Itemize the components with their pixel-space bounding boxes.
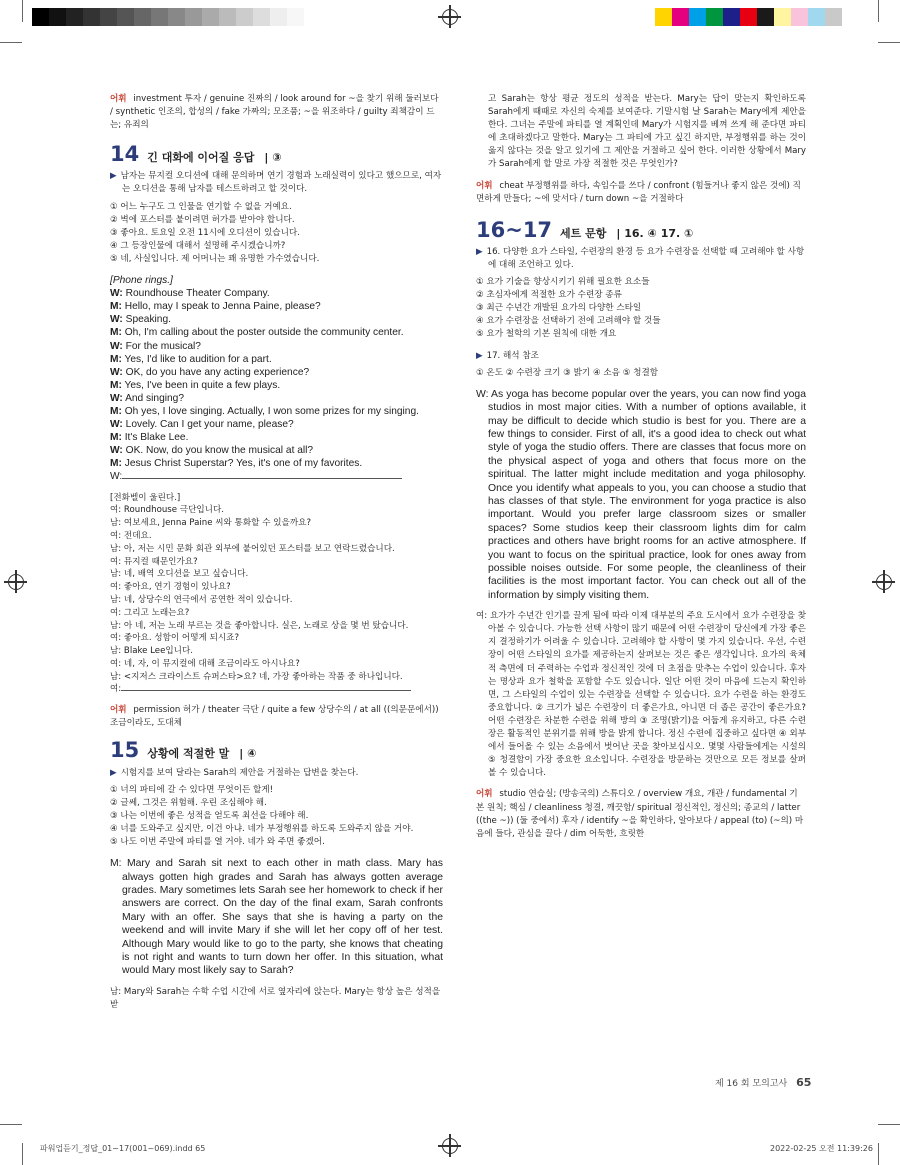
option: ④ 너를 도와주고 싶지만, 이건 아냐. 네가 부정행위를 하도록 도와주지 않을 거야.: [110, 823, 414, 834]
triangle-icon: ▶: [110, 767, 117, 778]
translation-line: 여: 네, 자, 이 뮤지컬에 대해 조금이라도 아시나요?: [110, 658, 300, 669]
question-number: 16~17: [476, 217, 553, 242]
translation-line-blank: 여:: [110, 683, 443, 696]
option: ① 어느 누구도 그 인물을 연기할 수 없을 거예요.: [110, 201, 292, 212]
options-list: [110, 784, 443, 849]
script-line: W: Lovely. Can I get your name, please?: [110, 419, 294, 431]
option: ① 요가 기술을 향상시키기 위해 필요한 요소들: [476, 277, 650, 288]
script-line-blank: W:: [110, 470, 443, 483]
translation-line: 여: Roundhouse 극단입니다.: [110, 505, 225, 516]
translation-line: [전화벨이 울린다.]: [110, 492, 181, 503]
vocab-label: 어휘: [476, 180, 493, 191]
crop-mark: [22, 0, 23, 22]
question-number: 14: [110, 142, 140, 167]
translation-monologue: 남: Mary와 Sarah는 수학 수업 시간에 서로 옆자리에 앉는다. Mary는 항상 높은 성적을 받: [110, 986, 441, 1010]
script-line: W: And singing?: [110, 392, 185, 404]
option: ② 벽에 포스터를 붙이려면 허가를 받아야 합니다.: [110, 214, 295, 225]
translation-monologue: 여: 요가가 수년간 인기를 끌게 됨에 따라 이제 대부분의 주요 도시에서 요가 수련장을 찾아볼 수 있습니다. 가능한 선택 사항이 많기 때문에 어떤 수련장이 당신에게 가장 좋은지 결정하기가 어려울 수 있습니다. 고려해야 할 사항이 몇 가지 있습니다. 우선, 수련장이 어떤 스타일의 요가를 제공하는지 살펴보는 것은 좋은 생각입니다. 요가의 육체적 측면에 더 주력하는 수업과 정신적인 것에 더 초점을 맞추는 수업이 있습니다. 후자는 명상과 요가 철학을 포함할 수도 있습니다. 일단 어떤 것이 마음에 드는지 확인하면, 그 스타일의 수업이 있는 수련장을 선택할 수 있습니다. 요가 수련을 하는 환경도 중요합니다. ② 크기가 넓은 수련장이 더 좋은가요, 아니면 더 좁은 공간이 좋은가요? 어떤 수련장은 차분한 수련을 위해 방의 ③ 조명(밝기)을 어둡게 유지하고, 다른 수련장은 활동적인 분위기를 위해 방을 밝게 합니다. 정신 수련에 집중하고 싶다면 ④ 외부에서 들어올 수 있는 소음에서 벗어난 곳을 찾아보십시오. 몇몇 사람들에게는 시설의 ⑤ 청결함이 가장 중요한 요소입니다. 수련장을 방문하는 것만으로 모든 정보를 살펴볼 수 있습니다.: [476, 611, 806, 779]
right-column: [476, 93, 806, 841]
script-monologue: W: As yoga has become popular over the years, you can now find yoga studios in most major cities. With a number of options available, it may be difficult to decide which studio is best for you. There are a few things to consider. First of all, it's a good idea to check out what style of yoga the studio offers. There are classes that focus more on the physical aspect of yoga and others that focus more on the spiritual. The latter might include meditation and yoga philosophy. Once you identify what appeals to you, you can choose a studio that has classes of that style. The environment for yoga practice is also important. Would you prefer large classroom sizes or smaller spaces? Some studios keep their classroom lights dim for calm practices and others have bright rooms for an active atmosphere. If you want to focus on the spiritual practice, look for ones away from possible noises outside. For some people, the cleanliness of their facilities is the most important factor. You can check out all of the information by simply visiting them.: [476, 388, 806, 601]
options-inline: ① 온도 ② 수련장 크기 ③ 밝기 ④ 소음 ⑤ 청결함: [476, 367, 659, 378]
page-number: 65: [796, 1076, 812, 1089]
crop-mark: [22, 1143, 23, 1165]
options-list: [476, 276, 806, 341]
translation-line: 여: 뮤지컬 때문인가요?: [110, 556, 198, 567]
script-line: W: OK, do you have any acting experience?: [110, 366, 310, 378]
instruction: ▶ 17. 해석 참조: [476, 350, 539, 361]
vocab-label: 어휘: [476, 789, 493, 800]
script-line: M: Yes, I've been in quite a few plays.: [110, 379, 281, 391]
grayscale-bar: [32, 8, 304, 26]
script-line: M: Yes, I'd like to audition for a part.: [110, 353, 272, 365]
color-bar: [655, 8, 842, 26]
translation-line: 여: 전데요.: [110, 530, 152, 541]
triangle-icon: ▶: [110, 171, 117, 182]
question-header: [110, 142, 443, 167]
translation-dialogue: [110, 492, 443, 697]
translation-continued: 고 Sarah는 항상 평균 정도의 성적을 받는다. Mary는 답이 맞는지 확인하도록 Sarah에게 때때로 자신의 숙제를 보여준다. 기말시험 날 Sarah는 Mary에게 제안을 한다. 그녀는 주말에 파티를 열 계획인데 Mary가 시험지를 베껴 쓰게 해 준다면 파티에 초대하겠다고 말한다. Mary는 그 파티에 가고 싶긴 하지만, 부정행위를 하는 것이 옳지 않다는 것을 알고 있기에 그 제안을 거절하고 싶어 한다. 이러한 상황에서 Mary가 Sarah에게 할 말로 가장 적절한 것은 무엇인가?: [488, 94, 806, 170]
question-header: [476, 217, 806, 242]
options-list: [110, 201, 443, 266]
crop-mark: [878, 1124, 900, 1125]
option: ③ 최근 수년간 개발된 요가의 다양한 스타일: [476, 303, 642, 314]
option: ⑤ 네, 사실입니다. 제 어머니는 꽤 유명한 가수였습니다.: [110, 253, 320, 264]
left-column: [110, 93, 443, 1012]
question-answer: | ③: [264, 151, 282, 165]
script-line: M: Oh yes, I love singing. Actually, I won some prizes for my singing.: [110, 405, 419, 417]
slug-date: 2022-02-25 오전 11:39:26: [770, 1144, 873, 1153]
option: ② 글쎄, 그것은 위험해. 우린 조심해야 해.: [110, 797, 267, 808]
exam-label: 제 16 회 모의고사: [715, 1079, 788, 1089]
option: ⑤ 요가 철학의 기본 원칙에 대한 개요: [476, 329, 617, 340]
crop-mark: [878, 1143, 879, 1165]
crop-mark: [878, 42, 900, 43]
registration-mark-bottom: [442, 1138, 458, 1154]
instruction: ▶ 남자는 뮤지컬 오디션에 대해 문의하며 연기 경험과 노래실력이 있다고 했으므로, 여자는 오디션을 통해 남자를 테스트하려고 할 것이다.: [110, 171, 442, 195]
vocab-block: 어휘 investment 투자 / genuine 진짜의 / look around for ~을 찾기 위해 둘러보다 / synthetic 인조의, 합성의 / fake 가짜의; 모조품; ~을 위조하다 / guilty 죄책감이 드는; 유죄의: [110, 94, 439, 131]
script-line: W: OK. Now, do you know the musical at all?: [110, 445, 314, 457]
vocab-block: 어휘 cheat 부정행위를 하다, 속임수를 쓰다 / confront (힘들거나 좋지 않은 것에) 직면하게 만들다; ~에 맞서다 / turn down ~을 거절하다: [476, 180, 801, 204]
translation-line: 남: 네, 상당수의 연극에서 공연한 적이 있습니다.: [110, 594, 293, 605]
question-title: 세트 문항: [560, 226, 607, 240]
option: ① 너의 파티에 갈 수 있다면 무엇이든 할게!: [110, 784, 274, 795]
registration-mark-right: [876, 574, 892, 590]
slug-file: 파워업듣기_정답_01~17(001~069).indd 65: [40, 1144, 206, 1153]
registration-mark-top: [442, 9, 458, 25]
question-answer: | 16. ④ 17. ①: [616, 226, 694, 240]
question-title: 긴 대화에 이어질 응답: [147, 151, 255, 165]
script-line: M: Jesus Christ Superstar? Yes, it's one of my favorites.: [110, 458, 363, 470]
translation-line: 남: 아 네, 저는 노래 부르는 것을 좋아합니다. 실은, 노래로 상을 몇 번 탔습니다.: [110, 620, 409, 631]
option: ④ 요가 수련장을 선택하기 전에 고려해야 할 것들: [476, 316, 661, 327]
option: ② 초심자에게 적절한 요가 수련장 종류: [476, 290, 622, 301]
script-line: W: For the musical?: [110, 340, 201, 352]
vocab-block: 어휘 studio 연습실; (방송국의) 스튜디오 / overview 개요, 개관 / fundamental 기본 원칙; 핵심 / cleanliness 청결, 깨끗함/ spiritual 정신적인, 정신의; 종교의 / latter ((the ~)) (둘 중에서) 후자 / identify ~을 확인하다, 알아보다 / appeal (to) (~의) 마음에 들다, 관심을 끌다 / dim 어둑한, 흐릿한: [476, 789, 804, 839]
translation-line: 여: 좋아요. 성함이 어떻게 되시죠?: [110, 633, 240, 644]
page-footer: [715, 1076, 811, 1089]
triangle-icon: ▶: [476, 246, 483, 257]
vocab-block: 어휘 permission 허가 / theater 극단 / quite a few 상당수의 / at all ((의문문에서)) 조금이라도, 도대체: [110, 705, 439, 729]
instruction: ▶ 16. 다양한 요가 스타일, 수련장의 환경 등 요가 수련장을 선택할 때 고려해야 할 사항에 대해 조언하고 있다.: [476, 246, 805, 270]
script-line: W: Roundhouse Theater Company.: [110, 288, 270, 300]
script-dialogue: [110, 274, 443, 484]
registration-mark-left: [8, 574, 24, 590]
option: ③ 좋아요. 토요일 오전 11시에 오디션이 있습니다.: [110, 227, 300, 238]
translation-line: 남: 네, 배역 오디션을 보고 싶습니다.: [110, 569, 249, 580]
translation-line: 남: 여보세요, Jenna Paine 씨와 통화할 수 있을까요?: [110, 518, 311, 529]
option: ⑤ 나도 이번 주말에 파티를 열 거야. 네가 와 주면 좋겠어.: [110, 837, 325, 848]
script-line: [Phone rings.]: [110, 275, 173, 287]
translation-line: 여: 그리고 노래는요?: [110, 607, 190, 618]
translation-line: 남: Blake Lee입니다.: [110, 646, 194, 657]
script-line: M: It's Blake Lee.: [110, 432, 189, 444]
option: ③ 나는 이번에 좋은 성적을 얻도록 최선을 다해야 해.: [110, 810, 309, 821]
script-line: M: Oh, I'm calling about the poster outside the community center.: [110, 327, 404, 339]
crop-mark: [878, 0, 879, 22]
instruction: ▶ 시험지를 보여 달라는 Sarah의 제안을 거절하는 답변을 찾는다.: [110, 767, 359, 778]
option: ④ 그 등장인물에 대해서 설명해 주시겠습니까?: [110, 240, 286, 251]
translation-line: 남: <지저스 크라이스트 슈퍼스타>요? 네, 가장 좋아하는 작품 중 하나입니다.: [110, 671, 403, 682]
vocab-label: 어휘: [110, 705, 127, 716]
vocab-label: 어휘: [110, 94, 127, 104]
crop-mark: [0, 42, 22, 43]
translation-line: 남: 아, 저는 시민 문화 회관 외부에 붙어있던 포스터를 보고 연락드렸습니다.: [110, 543, 395, 554]
question-header: [110, 738, 443, 763]
script-line: W: Speaking.: [110, 314, 171, 326]
script-monologue: M: Mary and Sarah sit next to each other in math class. Mary has always gotten high grades and Sarah has always gotten average grades. Mary sometimes lets Sarah see her homework to check if her answers are correct. On the day of the final exam, Sarah confronts Mary with an offer. She says that she is having a party on the weekend and will invite Mary if she will let her copy off of her test. Although Mary would like to go to the party, she knows that cheating is not right and wants to turn down her offer. In this situation, what would Mary most likely say to Sarah?: [110, 858, 443, 977]
crop-mark: [0, 1124, 22, 1125]
triangle-icon: ▶: [476, 350, 483, 361]
question-number: 15: [110, 738, 140, 763]
script-line: M: Hello, may I speak to Jenna Paine, please?: [110, 301, 321, 313]
question-title: 상황에 적절한 말: [147, 747, 230, 761]
translation-line: 여: 좋아요, 연기 경험이 있나요?: [110, 582, 231, 593]
question-answer: | ④: [239, 747, 257, 761]
